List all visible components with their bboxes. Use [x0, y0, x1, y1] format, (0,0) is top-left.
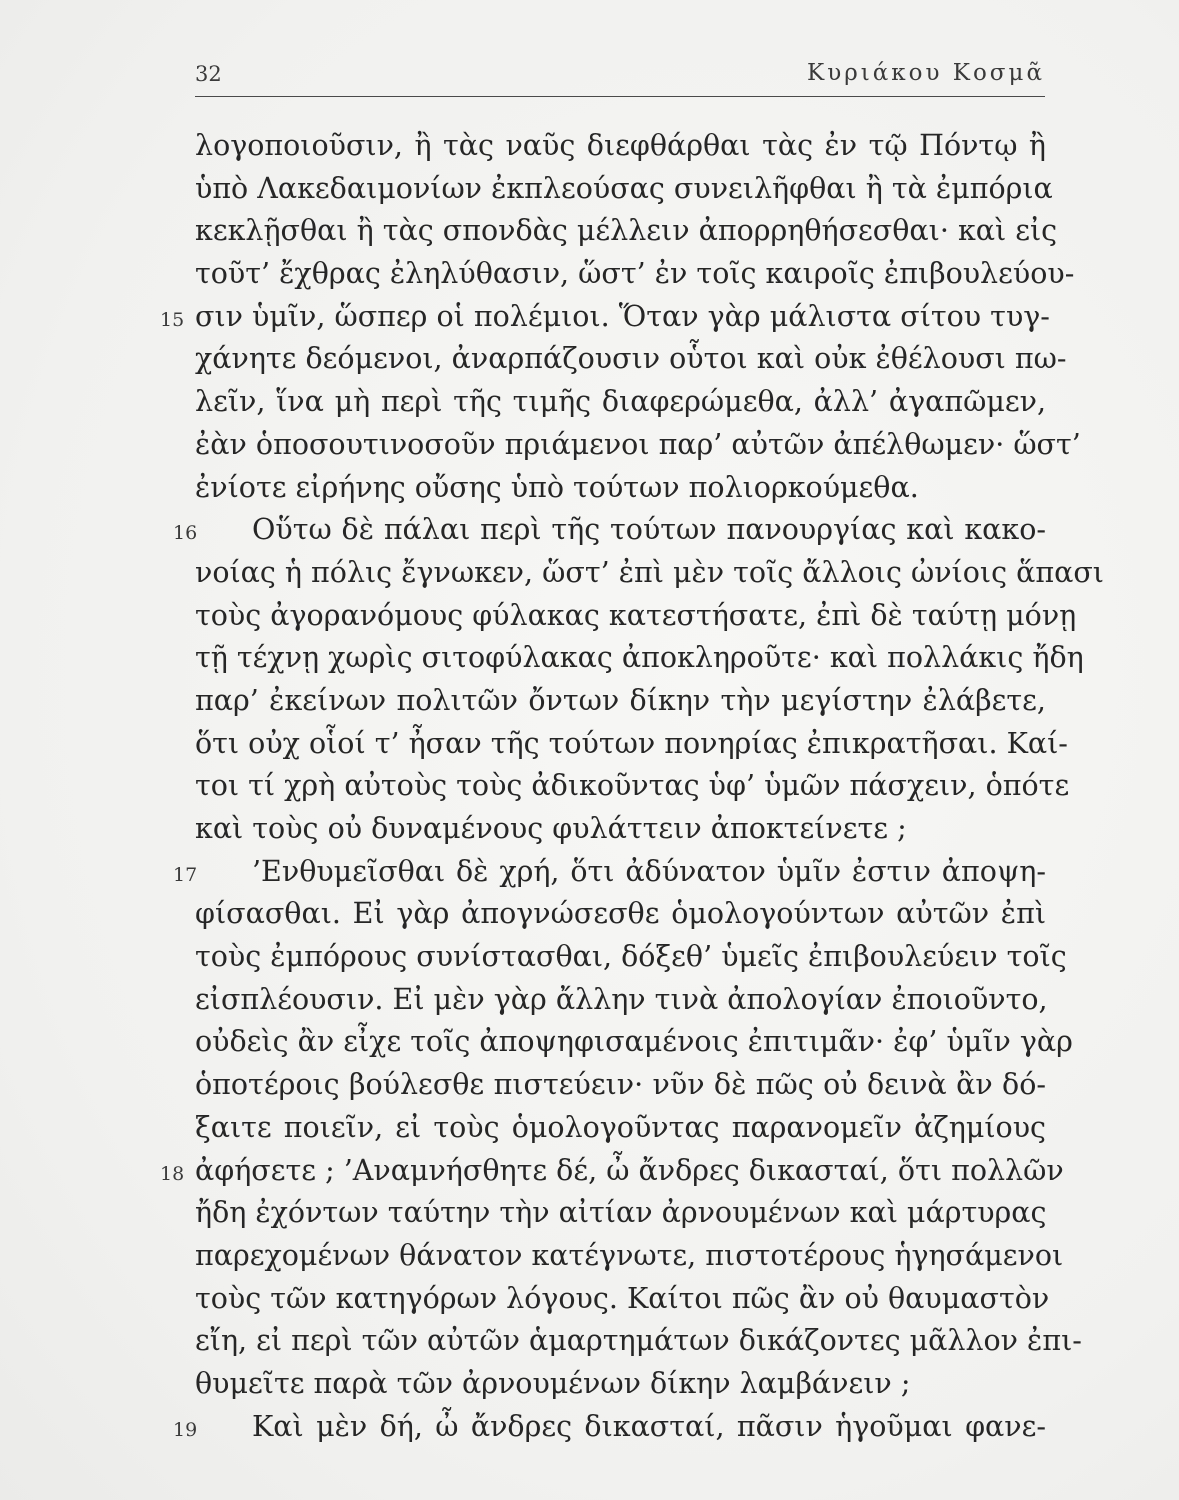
line-number: 18 — [160, 1162, 185, 1185]
text-line — [120, 680, 1060, 723]
line-text: θυμεῖτε παρὰ τῶν ἀρνουμένων δίκην λαμβάνειν ; — [195, 1366, 911, 1400]
text-line — [120, 296, 1060, 339]
line-text: ὅτι οὐχ οἷοί τ’ ἦσαν τῆς τούτων πονηρίας ἐπικρατῆσαι. Καί- — [195, 726, 1068, 760]
text-line — [120, 125, 1060, 168]
line-text: τοὺς ἀγορανόμους φύλακας κατεστήσατε, ἐπὶ δὲ ταύτῃ μόνῃ — [195, 598, 1077, 632]
line-text: κεκλῇσθαι ἢ τὰς σπονδὰς μέλλειν ἀπορρηθήσεσθαι· καὶ εἰς — [195, 214, 1058, 248]
text-line — [120, 338, 1067, 381]
line-text: ἤδη ἐχόντων ταύτην τὴν αἰτίαν ἀρνουμένων καὶ μάρτυρας — [195, 1196, 1047, 1230]
greek-text-body — [120, 125, 1104, 1448]
line-text: ἐνίοτε εἰρήνης οὔσης ὑπὸ τούτων πολιορκούμεθα. — [195, 470, 919, 504]
text-line — [120, 637, 1084, 680]
line-text: Καὶ μὲν δή, ὦ ἄνδρες δικασταί, πᾶσιν ἡγοῦμαι φανε- — [252, 1409, 1046, 1443]
header-rule — [195, 96, 1045, 97]
running-head: Κυριάκου Κοσμᾶ — [807, 60, 1045, 86]
text-line — [120, 509, 1060, 552]
section-number: 16 — [173, 522, 198, 545]
text-line — [120, 1363, 1060, 1406]
line-text: νοίας ἡ πόλις ἔγνωκεν, ὥστ’ ἐπὶ μὲν τοῖς ἄλλοις ὠνίοις ἅπασι — [195, 555, 1104, 589]
text-line — [120, 467, 1060, 510]
line-text: τοὺς τῶν κατηγόρων λόγους. Καίτοι πῶς ἂν οὐ θαυμαστὸν — [195, 1281, 1050, 1315]
line-text: φίσασθαι. Εἰ γὰρ ἀπογνώσεσθε ὁμολογούντων αὐτῶν ἐπὶ — [195, 897, 1046, 931]
line-text: Οὕτω δὲ πάλαι περὶ τῆς τούτων πανουργίας καὶ κακο- — [252, 513, 1046, 547]
section-number: 19 — [173, 1418, 198, 1441]
line-text: εἰσπλέουσιν. Εἰ μὲν γὰρ ἄλλην τινὰ ἀπολογίαν ἐποιοῦντο, — [195, 982, 1048, 1016]
text-line — [120, 1235, 1064, 1278]
line-text: τοῦτ’ ἔχθρας ἐληλύθασιν, ὥστ’ ἐν τοῖς καιροῖς ἐπιβουλεύου- — [195, 257, 1075, 291]
line-text: ξαιτε ποιεῖν, εἰ τοὺς ὁμολογοῦντας παρανομεῖν ἀζημίους — [195, 1110, 1046, 1144]
line-text: σιν ὑμῖν, ὥσπερ οἱ πολέμιοι. Ὅταν γὰρ μάλιστα σίτου τυγ- — [195, 299, 1050, 333]
text-line — [120, 1320, 1082, 1363]
text-line — [120, 893, 1060, 936]
text-line — [120, 595, 1077, 638]
text-line — [120, 765, 1070, 808]
line-text: τῇ τέχνῃ χωρὶς σιτοφύλακας ἀποκληροῦτε· καὶ πολλάκις ἤδη — [195, 641, 1084, 675]
text-line — [120, 1192, 1060, 1235]
text-line — [120, 1021, 1073, 1064]
line-text: λογοποιοῦσιν, ἢ τὰς ναῦς διεφθάρθαι τὰς ἐν τῷ Πόντῳ ἢ — [195, 129, 1046, 162]
section-number: 17 — [173, 863, 198, 886]
line-text: τοὺς ἐμπόρους συνίστασθαι, δόξεθ’ ὑμεῖς ἐπιβουλεύειν τοῖς — [195, 940, 1067, 974]
line-text: χάνητε δεόμενοι, ἀναρπάζουσιν οὗτοι καὶ οὐκ ἐθέλουσι πω- — [195, 342, 1067, 376]
text-line — [120, 168, 1060, 211]
page-header — [195, 58, 1045, 94]
text-line — [120, 1107, 1060, 1150]
text-line — [120, 1406, 1060, 1449]
line-text: εἴη, εἰ περὶ τῶν αὐτῶν ἁμαρτημάτων δικάζοντες μᾶλλον ἐπι- — [195, 1324, 1082, 1358]
text-line — [120, 723, 1068, 766]
text-line — [120, 381, 1060, 424]
text-line — [120, 552, 1104, 595]
line-text: οὐδεὶς ἂν εἶχε τοῖς ἀποψηφισαμένοις ἐπιτιμᾶν· ἐφ’ ὑμῖν γὰρ — [195, 1025, 1073, 1059]
line-text: τοι τί χρὴ αὐτοὺς τοὺς ἀδικοῦντας ὑφ’ ὑμῶν πάσχειν, ὁπότε — [195, 769, 1070, 803]
text-line — [120, 1150, 1064, 1193]
text-line — [120, 424, 1081, 467]
line-text: λεῖν, ἵνα μὴ περὶ τῆς τιμῆς διαφερώμεθα, ἀλλ’ ἀγαπῶμεν, — [195, 385, 1046, 419]
text-line — [120, 1278, 1060, 1321]
text-line — [120, 253, 1075, 296]
text-line — [120, 1064, 1060, 1107]
text-line — [120, 979, 1060, 1022]
line-text: ἀφήσετε ; ’Αναμνήσθητε δέ, ὦ ἄνδρες δικασταί, ὅτι πολλῶν — [195, 1153, 1064, 1187]
line-text: ὑπὸ Λακεδαιμονίων ἐκπλεούσας συνειλῆφθαι ἢ τὰ ἐμπόρια — [195, 171, 1053, 205]
text-line — [120, 808, 1060, 851]
line-text: ἐὰν ὁποσουτινοσοῦν πριάμενοι παρ’ αὐτῶν ἀπέλθωμεν· ὥστ’ — [195, 427, 1081, 461]
line-number: 15 — [160, 308, 185, 331]
line-text: παρεχομένων θάνατον κατέγνωτε, πιστοτέρους ἡγησάμενοι — [195, 1238, 1064, 1272]
text-line — [120, 210, 1060, 253]
line-text: ὁποτέροις βούλεσθε πιστεύειν· νῦν δὲ πῶς οὐ δεινὰ ἂν δό- — [195, 1068, 1046, 1102]
line-text: ’Ενθυμεῖσθαι δὲ χρή, ὅτι ἀδύνατον ὑμῖν ἐστιν ἀποψη- — [252, 854, 1046, 888]
line-text: παρ’ ἐκείνων πολιτῶν ὄντων δίκην τὴν μεγίστην ἐλάβετε, — [195, 683, 1046, 717]
text-line — [120, 851, 1060, 894]
page-number: 32 — [195, 62, 222, 86]
line-text: καὶ τοὺς οὐ δυναμένους φυλάττειν ἀποκτείνετε ; — [195, 812, 907, 845]
text-line — [120, 936, 1067, 979]
